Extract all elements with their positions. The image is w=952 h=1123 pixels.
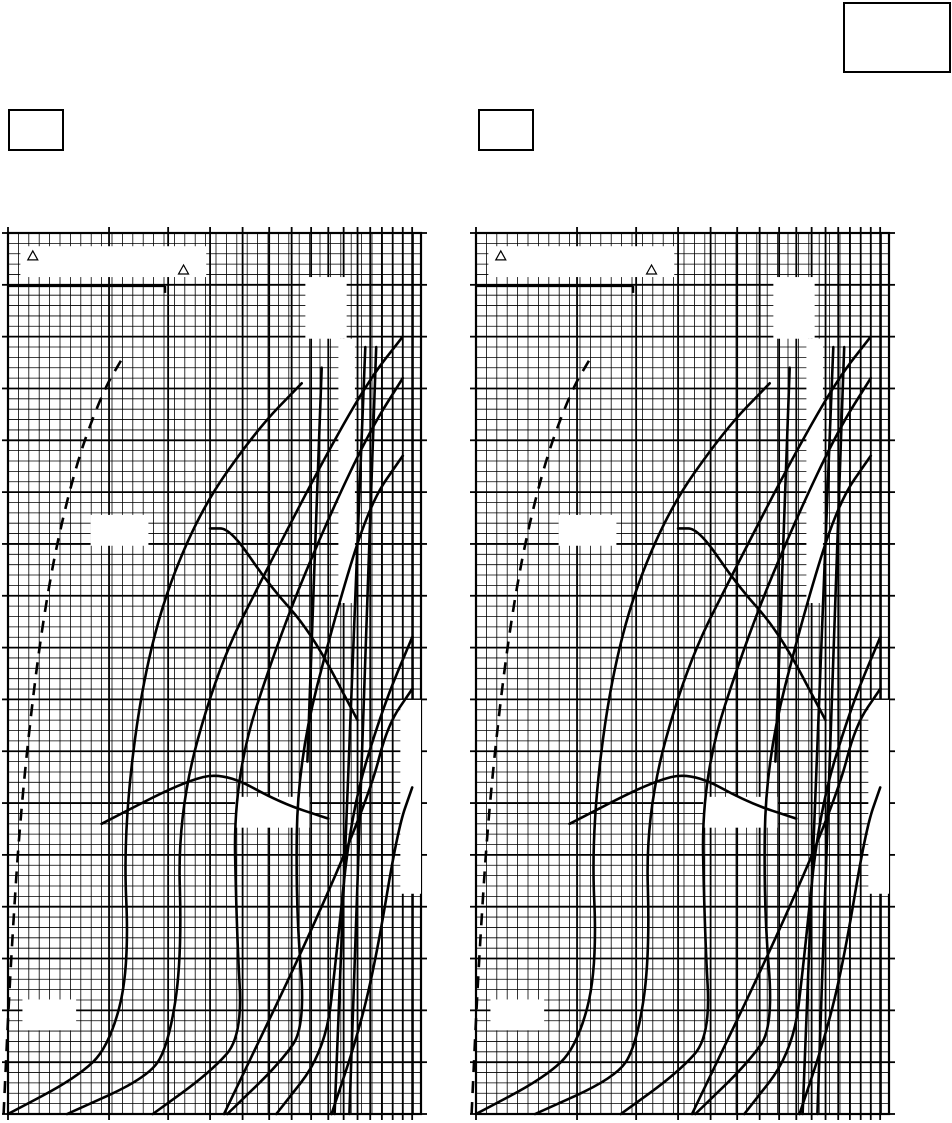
left-chart-panel xyxy=(2,227,427,1120)
plot-frame xyxy=(8,233,421,1114)
label-mask xyxy=(305,277,346,339)
legend-mask xyxy=(20,246,206,277)
label-mask xyxy=(91,515,149,546)
label-mask xyxy=(400,700,421,894)
series-line-9 xyxy=(678,528,825,720)
label-mask xyxy=(490,999,544,1030)
label-mask xyxy=(22,999,76,1030)
series-line-9 xyxy=(210,528,357,720)
legend-mask xyxy=(488,246,674,277)
plot-frame xyxy=(476,233,889,1114)
label-mask xyxy=(559,515,617,546)
label-mask xyxy=(773,277,814,339)
label-mask xyxy=(868,700,889,894)
right-chart-panel xyxy=(470,227,895,1120)
